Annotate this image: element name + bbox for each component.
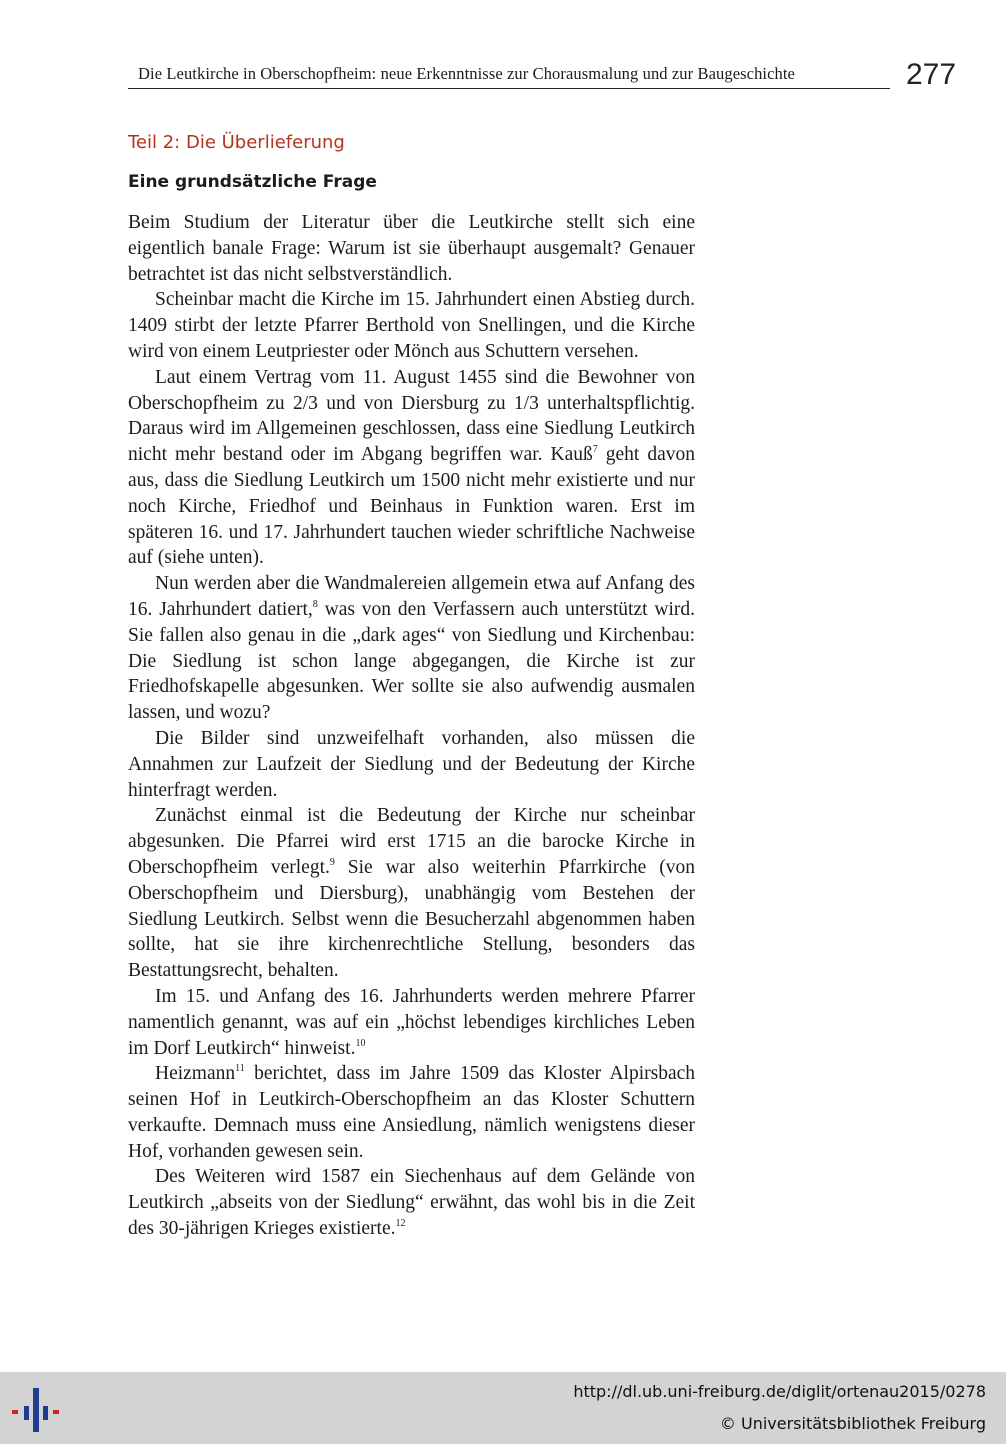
paragraph-1 (128, 210, 695, 287)
page-number: 277 (906, 58, 957, 91)
paragraph-text: was von den Verfassern auch unterstützt wird. Sie fallen also genau in die „dark ages“ von Siedlung und Kirchenbau: Die Siedlung ist schon lange abgegangen, die Kirche ist zur Friedhofskapelle abgesunken. Wer sollte sie also aufwendig ausmalen lassen, und wozu? (128, 598, 695, 724)
logo-bar-1 (24, 1406, 29, 1420)
paragraph-text: Des Weiteren wird 1587 ein Siechenhaus auf dem Gelände von Leutkirch „abseits von der Siedlung“ erwähnt, das wohl bis in die Zeit des 30-jährigen Krieges existierte. (128, 1166, 695, 1240)
section-heading: Teil 2: Die Überlieferung (128, 132, 345, 153)
paragraph-7 (128, 984, 695, 1061)
paragraph-text: Die Bilder sind unzweifelhaft vorhanden, also müssen die Annahmen zur Laufzeit der Siedlung und der Bedeutung der Kirche hinterfragt werden. (128, 727, 695, 801)
running-title: Die Leutkirche in Oberschopfheim: neue Erkenntnisse zur Chorausmalung und zur Baugeschichte (138, 64, 795, 83)
paragraph-text: Laut einem Vertrag vom 11. August 1455 sind die Bewohner von Oberschopfheim zu 2/3 und von Diersburg zu 1/3 unterhaltspflichtig. Daraus wird im Allgemeinen geschlossen, dass eine Siedlung Leutkirch nicht mehr bestand oder im Abgang begriffen war. Kauß (128, 366, 695, 466)
paragraph-8 (128, 1061, 695, 1164)
paragraph-text: geht davon aus, dass die Siedlung Leutkirch um 1500 nicht mehr existierte und nur noch Kirche, Friedhof und Beinhaus in Funktion waren. Erst im späteren 16. und 17. Jahrhundert tauchen wieder schriftliche Nachweise auf (siehe unten). (128, 444, 695, 569)
paragraph-text: Heizmann (155, 1063, 236, 1085)
paragraph-text: Beim Studium der Literatur über die Leutkirche stellt sich eine eigentlich banale Frage: Warum ist sie überhaupt ausgemalt? Genauer betrachtet ist das nicht selbstverständlich. (128, 212, 695, 285)
paragraph-5 (128, 726, 695, 803)
logo-bar-3 (43, 1406, 48, 1420)
header-rule (128, 88, 890, 89)
footnote-ref-7: 7 (592, 444, 598, 456)
source-url-link[interactable]: http://dl.ub.uni-freiburg.de/diglit/ortenau2015/0278 (573, 1382, 986, 1401)
footnote-ref-12: 12 (395, 1218, 406, 1230)
footnote-ref-8: 8 (312, 598, 318, 610)
paragraph-text: Zunächst einmal ist die Bedeutung der Kirche nur scheinbar abgesunken. Die Pfarrei wird erst 1715 an die barocke Kirche in Oberschopfheim verlegt. (128, 805, 695, 878)
paragraph-9 (128, 1164, 695, 1241)
footnote-ref-10: 10 (355, 1037, 366, 1049)
footnote-ref-11: 11 (235, 1063, 245, 1075)
subheading: Eine grundsätzliche Frage (128, 172, 377, 192)
logo-bar-2 (33, 1388, 39, 1432)
logo-accent-left (12, 1410, 18, 1414)
paragraph-3 (128, 365, 695, 571)
paragraph-text: Scheinbar macht die Kirche im 15. Jahrhundert einen Abstieg durch. 1409 stirbt der letzte Pfarrer Berthold von Snellingen, und die Kirche wird von einem Leutpriester oder Mönch aus Schuttern versehen. (128, 289, 695, 362)
footer-bar (0, 1372, 1006, 1444)
paragraph-4 (128, 571, 695, 726)
library-logo-icon (10, 1386, 62, 1434)
paragraph-6 (128, 803, 695, 984)
logo-accent-right (53, 1410, 59, 1414)
footnote-ref-9: 9 (329, 856, 335, 868)
paragraph-text: Sie war also weiterhin Pfarrkirche (von Oberschopfheim und Diersburg), unabhängig vom Bestehen der Siedlung Leutkirch. Selbst wenn die Besucherzahl abgenommen haben sollte, hat sie ihre kirchenrechtliche Stellung, besonders das Bestattungsrecht, behalten. (128, 856, 695, 982)
paragraph-text: berichtet, dass im Jahre 1509 das Kloster Alpirsbach seinen Hof in Leutkirch-Oberschopfheim an das Kloster Schuttern verkaufte. Demnach muss eine Ansiedlung, nämlich wenigstens dieser Hof, vorhanden gewesen sein. (128, 1063, 695, 1162)
paragraph-text: Nun werden aber die Wandmalereien allgemein etwa auf Anfang des 16. Jahrhundert datiert, (128, 573, 695, 620)
copyright-text: © Universitätsbibliothek Freiburg (719, 1414, 986, 1433)
body-text (128, 210, 695, 1242)
paragraph-text: Im 15. und Anfang des 16. Jahrhunderts werden mehrere Pfarrer namentlich genannt, was auf ein „höchst lebendiges kirchliches Leben im Dorf Leutkirch“ hinweist. (128, 985, 695, 1059)
paragraph-2 (128, 287, 695, 364)
